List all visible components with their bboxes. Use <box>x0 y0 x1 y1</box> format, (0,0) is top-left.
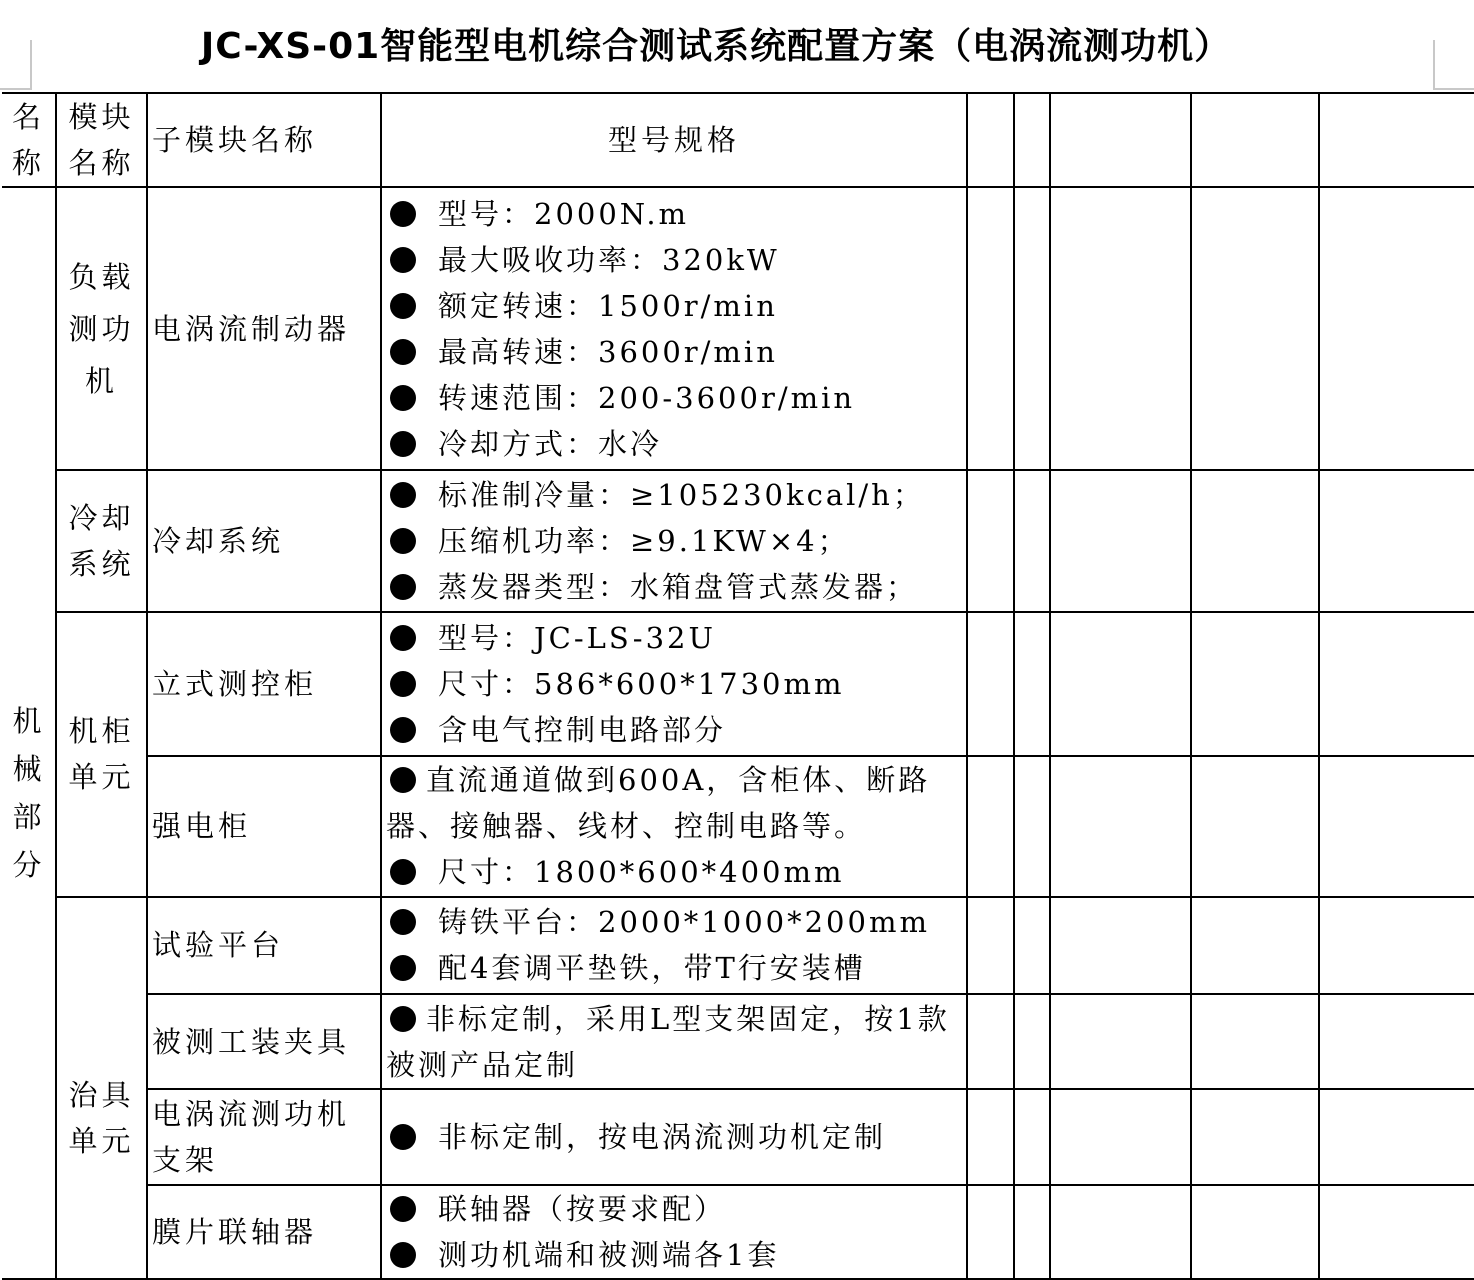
module-cell-cabinet <box>56 612 147 897</box>
bullet-icon <box>390 859 416 885</box>
spec-text: 直流通道做到600A，含柜体、断路器、接触器、线材、控制电路等。 <box>386 763 931 843</box>
empty-cell <box>967 897 1014 995</box>
spec-text: 铸铁平台：2000*1000*200mm <box>438 905 930 940</box>
bullet-icon <box>390 201 416 227</box>
spec-text: 冷却方式：水冷 <box>438 426 663 461</box>
bullet-icon <box>390 625 416 651</box>
submodule-cell: 膜片联轴器 <box>147 1185 381 1279</box>
module-text-cabinet: 机柜单元 <box>68 714 135 795</box>
empty-cell <box>1014 994 1050 1089</box>
table-row <box>2 1185 1474 1279</box>
spec-line <box>386 849 962 895</box>
bullet-icon <box>390 293 416 319</box>
bullet-icon <box>390 339 416 365</box>
empty-cell <box>1050 93 1191 187</box>
empty-cell <box>967 1089 1014 1185</box>
spec-text: 尺寸：1800*600*400mm <box>438 855 845 889</box>
bullet-icon <box>390 247 416 273</box>
spec-line <box>386 283 962 329</box>
header-module-text: 模块名称 <box>68 100 135 180</box>
bullet-icon <box>390 1006 416 1032</box>
empty-cell <box>1191 470 1319 612</box>
empty-cell <box>1014 756 1050 897</box>
empty-cell <box>1050 994 1191 1089</box>
spec-text: 最大吸收功率：320kW <box>438 242 780 277</box>
module-cell-fixture <box>56 897 147 1280</box>
empty-cell <box>1319 93 1474 187</box>
crop-mark-top-right-vertical <box>1433 40 1435 90</box>
spec-line <box>386 615 962 661</box>
submodule-cell: 立式测控柜 <box>147 612 381 756</box>
bullet-icon <box>390 671 416 697</box>
bullet-icon <box>390 909 416 935</box>
spec-line <box>386 564 962 610</box>
header-submodule: 子模块名称 <box>147 93 381 187</box>
spec-cell <box>381 994 967 1089</box>
header-name-text: 名称 <box>11 100 45 180</box>
empty-cell <box>1191 612 1319 756</box>
empty-cell <box>967 187 1014 470</box>
spec-text: 非标定制，按电涡流测功机定制 <box>438 1120 887 1154</box>
bullet-icon <box>390 1242 416 1268</box>
bullet-icon <box>390 431 416 457</box>
bullet-icon <box>390 767 416 793</box>
config-table <box>2 92 1474 1280</box>
spec-cell <box>381 897 967 995</box>
empty-cell <box>1319 1185 1474 1279</box>
spec-line <box>386 661 962 707</box>
spec-text: 非标定制，采用L型支架固定，按1款被测产品定制 <box>386 1001 950 1082</box>
empty-cell <box>1191 93 1319 187</box>
spec-text: 型号：2000N.m <box>438 196 690 231</box>
empty-cell <box>1319 470 1474 612</box>
spec-line <box>386 1232 962 1278</box>
spec-line <box>386 518 962 564</box>
spec-text: 最高转速：3600r/min <box>438 334 778 369</box>
empty-cell <box>1319 756 1474 897</box>
bullet-icon <box>390 955 416 981</box>
bullet-icon <box>390 482 416 508</box>
crop-mark-top-right-horizontal <box>1433 88 1474 90</box>
spec-line <box>386 945 962 991</box>
empty-cell <box>967 612 1014 756</box>
table-row <box>2 470 1474 612</box>
category-cell <box>2 187 56 1279</box>
empty-cell <box>1014 1089 1050 1185</box>
empty-cell <box>1319 612 1474 756</box>
spec-text: 压缩机功率：≥9.1KW×4； <box>438 524 850 558</box>
table-row <box>2 994 1474 1089</box>
table-row <box>2 756 1474 897</box>
table-row <box>2 1089 1474 1185</box>
spec-cell <box>381 1089 967 1185</box>
submodule-cell: 强电柜 <box>147 756 381 897</box>
bullet-icon <box>390 528 416 554</box>
crop-mark-top-left-horizontal <box>0 88 32 90</box>
bullet-icon <box>390 574 416 600</box>
spec-line <box>386 472 962 518</box>
header-spec: 型号规格 <box>381 93 967 187</box>
spec-text: 测功机端和被测端各1套 <box>438 1238 780 1272</box>
empty-cell <box>1050 756 1191 897</box>
spec-text: 尺寸：586*600*1730mm <box>438 666 845 701</box>
empty-cell <box>1050 187 1191 470</box>
submodule-cell: 试验平台 <box>147 897 381 995</box>
empty-cell <box>1014 187 1050 470</box>
spec-text: 型号：JC-LS-32U <box>438 620 716 655</box>
spec-text: 联轴器（按要求配） <box>438 1192 727 1226</box>
spec-text: 标准制冷量：≥105230kcal/h； <box>438 478 925 512</box>
spec-cell <box>381 612 967 756</box>
submodule-cell: 冷却系统 <box>147 470 381 612</box>
spec-cell <box>381 1185 967 1279</box>
empty-cell <box>1191 994 1319 1089</box>
bullet-icon <box>390 717 416 743</box>
category-text: 机械部分 <box>12 704 46 882</box>
spec-line <box>386 237 962 283</box>
empty-cell <box>1319 897 1474 995</box>
spec-line <box>386 1186 962 1232</box>
empty-cell <box>967 93 1014 187</box>
empty-cell <box>1191 756 1319 897</box>
spec-line <box>386 707 962 753</box>
empty-cell <box>967 756 1014 897</box>
empty-cell <box>1014 470 1050 612</box>
spec-cell <box>381 470 967 612</box>
spec-line <box>386 757 962 849</box>
empty-cell <box>1319 1089 1474 1185</box>
table-row <box>2 612 1474 756</box>
spec-cell <box>381 187 967 470</box>
module-cell-cooling <box>56 470 147 612</box>
submodule-cell: 被测工装夹具 <box>147 994 381 1089</box>
spec-line <box>386 421 962 467</box>
spec-line <box>386 329 962 375</box>
spec-line <box>386 191 962 237</box>
spec-text: 蒸发器类型：水箱盘管式蒸发器； <box>438 570 919 604</box>
empty-cell <box>1191 187 1319 470</box>
spec-text: 配4套调平垫铁，带T行安装槽 <box>438 951 866 986</box>
empty-cell <box>1191 1185 1319 1279</box>
module-text-load: 负载测功机 <box>68 259 135 398</box>
empty-cell <box>1050 612 1191 756</box>
empty-cell <box>1014 897 1050 995</box>
header-row <box>2 93 1474 187</box>
empty-cell <box>1014 612 1050 756</box>
empty-cell <box>1014 93 1050 187</box>
empty-cell <box>1050 470 1191 612</box>
module-text-cooling: 冷却系统 <box>68 501 135 581</box>
spec-text: 额定转速：1500r/min <box>438 288 778 323</box>
spec-line <box>386 899 962 945</box>
empty-cell <box>1050 1089 1191 1185</box>
empty-cell <box>1050 1185 1191 1279</box>
spec-cell <box>381 756 967 897</box>
spec-line <box>386 375 962 421</box>
module-cell-load <box>56 187 147 470</box>
bullet-icon <box>390 385 416 411</box>
empty-cell <box>1191 1089 1319 1185</box>
submodule-cell: 电涡流测功机支架 <box>147 1089 381 1185</box>
table-row <box>2 187 1474 470</box>
empty-cell <box>1050 897 1191 995</box>
table-row <box>2 897 1474 995</box>
bullet-icon <box>390 1196 416 1222</box>
empty-cell <box>967 470 1014 612</box>
spec-line <box>386 1114 962 1160</box>
header-name <box>2 93 56 187</box>
spec-line <box>386 996 962 1088</box>
bullet-icon <box>390 1124 416 1150</box>
module-text-fixture: 治具单元 <box>68 1077 135 1158</box>
header-module <box>56 93 147 187</box>
spec-text: 转速范围：200-3600r/min <box>438 380 856 415</box>
submodule-cell: 电涡流制动器 <box>147 187 381 470</box>
empty-cell <box>1191 897 1319 995</box>
empty-cell <box>1014 1185 1050 1279</box>
spec-text: 含电气控制电路部分 <box>438 712 727 747</box>
empty-cell <box>1319 187 1474 470</box>
empty-cell <box>1319 994 1474 1089</box>
empty-cell <box>967 1185 1014 1279</box>
document-title: JC-XS-01智能型电机综合测试系统配置方案（电涡流测功机） <box>200 26 1232 67</box>
empty-cell <box>967 994 1014 1089</box>
